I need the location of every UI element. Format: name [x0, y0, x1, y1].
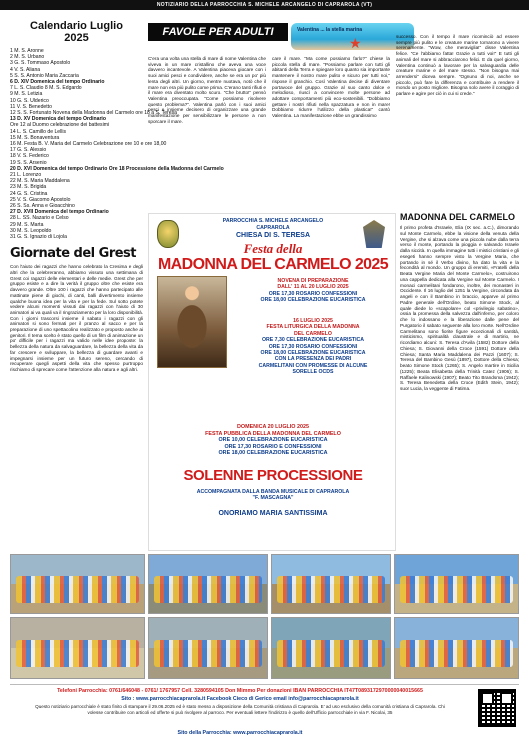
poster-onoriamo: ONORIAMO MARIA SANTISSIMA — [218, 510, 328, 517]
grest-photo — [271, 554, 391, 614]
novena-line2: DALL' 11 AL 20 LUGLIO 2025 — [277, 284, 349, 291]
poster-novena — [233, 278, 393, 304]
favole-header: FAVOLE PER ADULTI — [148, 23, 288, 41]
newsletter-header-text: NOTIZIARIO DELLA PARROCCHIA S. MICHELE ARCANGELO DI CAPRAROLA (VT) — [156, 2, 373, 8]
calendar-title — [10, 20, 143, 44]
calendar-item: 24 G. S. Cristina — [10, 190, 48, 197]
poster-16-luglio — [233, 318, 393, 376]
grest-photos — [10, 554, 519, 680]
grest-photo — [271, 617, 391, 679]
favole-text-col1: C'era una volta una stella di mare di nome Valentina che viveva in un mare cristallino che aveva una voce davvero incantevole. A Valentina piaceva giocare con i suoi amici pesci e condividere, anche se era un po' più lenta degli altri. Un giorno, mentre nuotava, notò che il mare non era più pulito come prima. C'erano tanti rifiuti e il mare era diventato molto scuro. "Che brutto!" pensò Valentina preoccupata. "Come possiamo risolvere questo problema?". Valentina parlò con i suoi amici pesci e insieme decisero di organizzare una grande manifestazione per sensibilizzare le persone a non sporcare il mare. — [148, 56, 266, 124]
calendar-item: 9 M. S. Letizia — [10, 91, 43, 98]
poster-parish — [149, 218, 397, 231]
accomp-line1: ACCOMPAGNATA DALLA BANDA MUSICALE DI CAPRAROLA — [196, 489, 350, 495]
calendar-title-line2: 2025 — [64, 32, 89, 44]
grest-photo — [394, 617, 519, 679]
calendar-item: 17 G. S. Alessio — [10, 147, 47, 154]
footer-website[interactable]: Sito della Parrocchia: www.parrocchiacaprarola.it — [177, 730, 303, 736]
calendar-item: 27 D. XVII Domenica del tempo Ordinario — [10, 209, 109, 216]
poster-parish-line2: CAPRAROLA — [256, 224, 290, 231]
newsletter-header-bar — [0, 0, 529, 10]
calendar-item: 22 M. S. Maria Maddalena — [10, 178, 70, 185]
novena-line1: NOVENA DI PREPARAZIONE — [277, 278, 349, 284]
grest-photo — [10, 617, 145, 679]
calendar-item: 3 G. S. Tommaso Apostolo — [10, 60, 71, 67]
calendar-item: 4 V. S. Aliana — [10, 66, 41, 73]
favole-text-col2: care il mare. "Ma come possiamo farlo?" chiese la piccola stella di mare. "Possiamo parlare con tutti gli abitanti della Terra e spiegare loro quanto sia importante mantenere il nostro mare pulito e sicuro per tutti noi," rispose il granchio. Così Valentina decise di diventare portavoce del gruppo. Grazie al suo canto dolce e melodioso, riuscì a convincere molte persone ad adottare comportamenti più eco-sostenibili. "Dobbiamo gettare i nostri rifiuti nella spazzatura e non in mare! Dobbiamo ridurre l'utilizzo della plastica!" cantò Valentina. La manifestazione ebbe un grandissimo — [272, 56, 390, 119]
calendar-item: 2 M. S. Urbano — [10, 54, 45, 61]
calendar-item: 29 M. S. Marta — [10, 221, 44, 228]
poster-parish-line1: PARROCCHIA S. MICHELE ARCANGELO — [222, 218, 324, 224]
novena-line4: ORE 18,00 CELEBRAZIONE EUCARISTICA — [260, 297, 366, 304]
calendar-title-line1: Calendario Luglio — [30, 20, 123, 32]
calendar-item: 21 L. Lorenzo — [10, 172, 42, 179]
luglio-line6: SORELLE OCDS — [292, 369, 334, 376]
grest-photo — [394, 554, 519, 614]
calendar-item: 31 G. S. Ignazio di Lojola — [10, 234, 67, 241]
domenica-line3: ORE 10,00 CELEBRAZIONE EUCARISTICA — [218, 437, 328, 443]
calendar-item: 13 D. XV Domenica del tempo Ordinario — [10, 116, 106, 123]
calendar-item: 20 D. XVI Domenica del tempo Ordinario Ore 18 Processione della Madonna del Carmelo — [10, 165, 224, 172]
festa-liturgica-line2: DEL CARMELO — [294, 330, 332, 337]
calendar-item: 12 S. S. Fortunato Novena della Madonna del Carmelo ore 18 a S. Teresa — [10, 110, 177, 117]
calendar-item: 14 L. S. Camillo de Lellis — [10, 128, 67, 135]
calendar-item: 26 S. Ss. Anna e Gioacchino — [10, 203, 75, 210]
luglio-line3: ORE 18,00 CELEBRAZIONE EUCARISTICA — [260, 350, 366, 357]
novena-line3: ORE 17,30 ROSARIO CONFESSIONI — [268, 290, 358, 297]
poster-festa: Festa della — [243, 241, 303, 256]
footer-contacts: Telefoni Parrocchia: 0761/646048 - 0761/ 1767957 Cell. 3280594105 Don Mimmo Per donazioni IBAN PARROCCHIA IT47T0893172970000040015665 — [57, 688, 423, 694]
calendar-item: 23 M. S. Brigida — [10, 184, 47, 191]
starfish-icon: ★ — [349, 35, 362, 51]
poster-chiesa: CHIESA DI S. TERESA — [235, 232, 311, 239]
poster-accompagnata — [149, 489, 397, 502]
favole-text-col3: successo. Con il tempo il mare ricominciò ad essere sempre più pulito e le creature marine tornarono a vivere serenamente. "Wow, che meraviglia!" disse Valentina felice. "Ce l'abbiamo fatta! Grazie a tutti voi!" E tutti gli animali del mare si abbracciarono felici. E da quel giorno, Valentina continuò a lavorare per la salvaguardia delle creature marine e del mare stesso. "Non bisogna mai arrendersi" diceva sempre. "Ognuno di noi, anche se piccolo, può fare la differenza e contribuire a rendere il mondo un posto migliore. Bisogna solo avere il coraggio di parlare e agire per ciò in cui si crede." — [396, 34, 519, 97]
calendar-item: 28 L. SS. Nazario e Celso — [10, 215, 69, 222]
carmelo-article: Il primo profeta d'Israele, Elia (IX sec. a.C.), dimorando sul Monte Carmelo, ebbe la visione della venuta della Vergine, che si alzava come una piccola nube dalla terra verso il monte, portando la pioggia e salvando Israele dalla siccità. In quella immagine tutti i mistici cristiani e gli esegeti hanno sempre visto la Vergine Maria, che portando in sé il Verbo divino, ha dato la vita e la fecondità al mondo. Un gruppo di eremiti, «Fratelli della Beata Vergine Maria del Monte Carmelo», costruirono una cappella dedicata alla Vergine sul Monte Carmelo. I monaci carmelitani fondarono, inoltre, dei monasteri in Occidente. Il 16 luglio del 1251 la Vergine, circondata da angeli e con il Bambino in braccio, apparve al primo Padre generale dell'Ordine, beato Simone Stock, al quale diede lo «scapolare» col «privilegio sabatino», ossia la promessa della salvezza dall'inferno, per coloro che lo indossano e la liberazione dalle pene del Purgatorio il sabato seguente alla loro morte. Nell'Ordine Carmelitano sono fiorite figure eccezionali di santità, misticismo, spiritualità claustrale e di martirio, ne ricordiamo alcuni: S. Teresa d'Avila (1582) Dottore della Chiesa; S. Giovanni della Croce (1591) Dottore della Chiesa; Santa Maria Maddalena dei Pazzi (1607); S. Teresa del Bambino Gesù (1897), Dottore della Chiesa; beato Simone Stock (1265); S. Angelo martire in Sicilia (1225); Beata Elisabetta della Trinità Catez (1906); S. Raffaele Kalinowski (1907); Beato Tito Brandsma (1942); S. Teresa Benedetta della Croce (Edith Stein, 1942); suor Lucia, la veggente di Fatima. — [400, 225, 519, 391]
festa-liturgica-line1: FESTA LITURGICA DELLA MADONNA — [266, 324, 360, 331]
domenica-line2: FESTA PUBBLICA DELLA MADONNA DEL CARMELO — [205, 430, 341, 437]
footer-note: Questo notiziario parrocchiale è stato finito di stampare il 29.06.2025 ed è stato messo a disposizione della Comunità cristiana di Caprarola. E' ad uso esclusivo della comunità cristiana di Caprarola. Chi volesse contribuire con articoli ed offerte si può rivolgere al parroco. Per eventuali lettere l'indirizzo è quello dell'Ufficio parrocchiale in via F. Nicolai, 35 — [35, 704, 445, 715]
poster-domenica — [149, 424, 397, 457]
festa-poster — [148, 213, 396, 551]
luglio-line1: ORE 7,30 CELEBRAZIONE EUCARISTICA — [261, 337, 365, 344]
grest-photo — [148, 554, 268, 614]
calendar-item: 25 V. S. Giacomo Apostolo — [10, 196, 71, 203]
luglio-line5: CARMELITANI CON PROMESSE DI ALCUNE — [258, 362, 368, 369]
carmelo-title: MADONNA DEL CARMELO — [400, 212, 515, 222]
calendar-item: 19 S. S. Arsenio — [10, 159, 47, 166]
calendar-item: 5 S. S. Antonio Maria Zaccaria — [10, 72, 79, 79]
footer-site-links[interactable]: Sito : www.parrocchiacaprarola.it Facebook Cieco di Gerico email info@parrocchiacaprarola.it — [121, 696, 359, 702]
domenica-line1: DOMENICA 20 LUGLIO 2025 — [237, 424, 309, 430]
poster-title: MADONNA DEL CARMELO 2025 — [157, 256, 389, 273]
calendar-item: Ore 12 al Duomo celebrazione dei battesimi — [10, 122, 110, 129]
calendar-item: 11 V. S. Benedetto — [10, 103, 52, 110]
calendar-item: 15 M. S. Bonaventura — [10, 134, 60, 141]
calendar-item: 16 M. Festa B. V. Maria del Carmelo Celebrazione ore 10 e ore 18,00 — [10, 141, 167, 148]
grest-title: Giornate del Grest — [10, 246, 137, 262]
qr-code-icon[interactable] — [478, 689, 516, 727]
luglio-line2: ORE 17,30 ROSARIO CONFESSIONI — [268, 343, 358, 350]
luglio-date: 16 LUGLIO 2025 — [293, 318, 333, 324]
calendar-item: 1 M. S. Aronne — [10, 48, 44, 54]
grest-photo — [10, 554, 145, 614]
grest-article: Con l'aiuto dei ragazzi che hanno celebrato la Cresima e degli altri che la celebreranno, abbiamo vissuto una settimana di Grest coi ragazzi delle elementari e delle medie. Grest che per gruppo esiste e a dire la verità il gruppo oltre che esiste era davvero grande. Oltre 100 i ragazzi che hanno partecipato alle mattinate piene di giochi, di canti, balli divertimento insieme qualche buona idea per la vita e per la fede. Sul sotto potete vedere alcuni momenti vissuti dai ragazzi con l'aiuto di 30 animatori ai va quali va il ringraziamento per la loro disponibilità. Con i giorni trascorsi insieme il sabato i ragazzi con gli animatori si sono fermati per il pranzo al sacco e per la preparazione di uno spettacolino realizzato e proposto anche ai genitori. Il tema scelto è stato quello di un film di animazione un po' difficile per i ragazzi ma valido nelle idee proposte: la bellezza della natura da salvaguardare, la bellezza della vita da far crescere e sviluppare, la bellezza di guardare avanti e impegnarsi insieme per un futuro sereno, cercando di recuperare quegli aspetti della vita che spesso purtroppo rischiamo di sprecare come l'attenzione alla natura e agli altri. — [10, 264, 143, 372]
starfish-caption: Valentina ... la stella marina — [297, 27, 363, 33]
domenica-line5: ORE 18,00 CELEBRAZIONE EUCARISTICA — [218, 450, 328, 456]
grest-photo — [148, 617, 268, 679]
madonna-painting-image — [157, 276, 227, 368]
domenica-line4: ORE 17,30 ROSARIO E CONFESSIONI — [224, 443, 322, 450]
calendar-item: 6 D. XIV Domenica del tempo Ordinario — [10, 79, 105, 86]
calendar-item: 7 L. S. Claudio 8 M. S. Edgardo — [10, 85, 82, 92]
luglio-line4: CON LA PRESENZA DEI PADRI — [274, 356, 352, 363]
accomp-line2: "F. MASCAGNA" — [252, 495, 294, 502]
newsletter-page — [10, 12, 519, 742]
calendar-item: 10 G. S. Ulderico — [10, 97, 49, 104]
calendar-item: 18 V. S. Federico — [10, 153, 49, 160]
poster-solenne-processione: SOLENNE PROCESSIONE — [183, 467, 363, 484]
calendar-item: 30 M. S. Leopoldo — [10, 227, 52, 234]
